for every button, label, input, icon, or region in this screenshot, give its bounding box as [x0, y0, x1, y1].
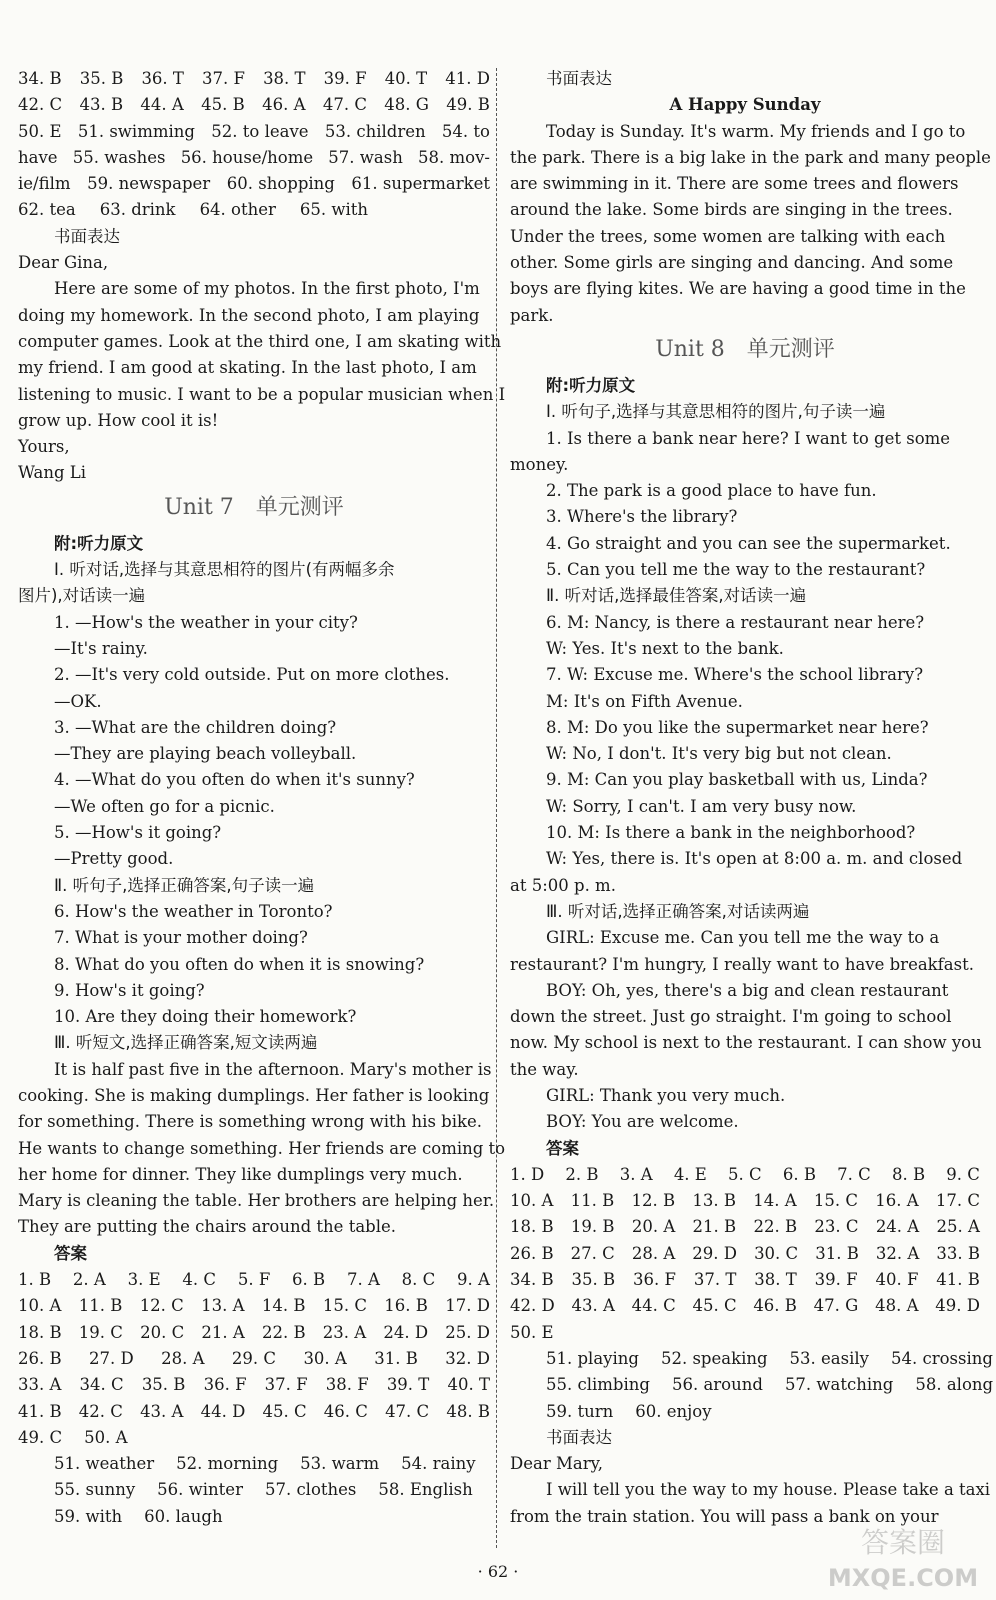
answer-item: 42. D — [510, 1296, 555, 1316]
answer-item: 4. E — [673, 1164, 707, 1184]
answer-item: 14. B — [261, 1296, 306, 1316]
unit7-answers-words — [18, 1451, 490, 1530]
answer-item: 12. B — [631, 1191, 676, 1211]
section-3-title: Ⅲ. 听短文,选择正确答案,短文读两遍 — [54, 1033, 318, 1053]
answer-item: 38. T — [263, 69, 306, 88]
answer-item: 51. playing — [546, 1348, 639, 1368]
text-line: I will tell you the way to my house. Please take a taxi — [546, 1480, 991, 1500]
answer-item: 59. newspaper — [87, 174, 211, 194]
answer-item: 47. C — [322, 95, 367, 115]
answer-row — [18, 1267, 490, 1293]
section-3-dialogue — [510, 925, 980, 1135]
answer-row — [510, 1320, 980, 1346]
writing-label: 书面表达 — [54, 226, 120, 246]
letter-body — [18, 276, 506, 434]
dialogue-line: 6. How's the weather in Toronto? — [54, 901, 333, 921]
answer-item: 36. T — [141, 69, 184, 88]
answer-item: 65. with — [299, 200, 369, 220]
answers-label: 答案 — [546, 1138, 579, 1158]
dialogue-line: down the street. Just go straight. I'm going to school — [510, 1007, 952, 1027]
answer-item: 30. A — [303, 1348, 347, 1368]
writing-label: 书面表达 — [546, 69, 612, 88]
watermark-line1: 答案圈 — [860, 1526, 946, 1559]
answer-item: 23. C — [814, 1217, 859, 1237]
unit8-heading — [510, 335, 980, 365]
answer-item: 18. B — [510, 1217, 554, 1237]
answer-item: 56. around — [671, 1375, 763, 1395]
dialogue-line: GIRL: Thank you very much. — [546, 1085, 786, 1105]
unit7-heading — [18, 493, 490, 523]
answer-item: 6. B — [292, 1270, 326, 1290]
answer-item: 42. C — [18, 95, 63, 115]
answer-item: 10. A — [18, 1296, 62, 1316]
letter-greeting: Dear Gina, — [18, 253, 109, 273]
answer-item: 59. with — [54, 1506, 123, 1526]
answer-item: 34. C — [79, 1375, 124, 1395]
answer-item: 27. C — [570, 1243, 615, 1263]
dialogue-line: W: Yes, there is. It's open at 8:00 a. m. and closed — [546, 849, 963, 869]
text-line: doing my homework. In the second photo, I am playing — [18, 305, 480, 325]
answer-item: 15. C — [322, 1296, 367, 1316]
sentence-line: 1. Is there a bank near here? I want to get some — [546, 428, 951, 448]
unit8-answers — [510, 1162, 980, 1346]
essay-title: A Happy Sunday — [669, 95, 821, 115]
answer-row — [18, 145, 490, 171]
answer-item: 57. watching — [784, 1375, 894, 1395]
answer-item: 20. A — [631, 1217, 676, 1237]
section-1-lines — [510, 426, 980, 584]
answer-row — [510, 1346, 993, 1372]
text-line: computer games. Look at the third one, I am skating with — [18, 331, 502, 351]
answer-item: 3. E — [127, 1270, 161, 1290]
answer-item: 57. clothes — [264, 1480, 357, 1500]
unit7-title: Unit 7 — [164, 494, 234, 520]
answer-item: 49. D — [935, 1296, 980, 1316]
answer-item: 22. B — [753, 1217, 798, 1237]
answer-item: 58. English — [378, 1480, 473, 1500]
answer-item: 58. mov- — [418, 147, 490, 167]
answer-row — [18, 1425, 490, 1451]
answer-item: 21. B — [692, 1217, 737, 1237]
page-number: · 62 · — [477, 1562, 519, 1581]
answer-item: 44. A — [140, 95, 184, 115]
answer-item: 9. C — [946, 1164, 980, 1184]
answer-item: 63. drink — [99, 200, 176, 220]
answer-item: 45. C — [262, 1401, 307, 1421]
dialogue-line: 8. M: Do you like the supermarket near here? — [546, 717, 929, 737]
answer-row — [510, 1267, 980, 1293]
answer-item: ie/film — [18, 174, 71, 194]
unit7-answers — [18, 1267, 490, 1451]
dialogue-line: 7. W: Excuse me. Where's the school library? — [546, 665, 924, 685]
answer-item: 26. B — [510, 1243, 554, 1263]
answer-item: have — [18, 147, 58, 167]
answer-item: 47. G — [813, 1296, 859, 1316]
answer-item: 23. A — [322, 1322, 367, 1342]
answer-item: 11. B — [78, 1296, 123, 1316]
answer-item: 57. wash — [328, 147, 403, 167]
answer-item: 40. T — [384, 69, 428, 88]
dialogue-line: 7. What is your mother doing? — [54, 928, 308, 948]
text-line: listening to music. I want to be a popular musician when I — [18, 384, 506, 404]
answer-item: 48. B — [446, 1401, 490, 1421]
answer-item: 49. C — [18, 1427, 63, 1447]
answer-item: 31. B — [374, 1348, 418, 1368]
answer-item: 50. E — [18, 121, 62, 141]
section-1-lines — [18, 610, 490, 873]
answer-item: 13. A — [201, 1296, 245, 1316]
dialogue-line: 2. —It's very cold outside. Put on more clothes. — [54, 665, 450, 685]
answer-item: 8. C — [401, 1270, 436, 1290]
dialogue-line: 9. M: Can you play basketball with us, Linda? — [546, 770, 928, 790]
answer-item: 41. D — [445, 69, 490, 88]
answer-item: 22. B — [261, 1322, 306, 1342]
dialogue-line: 4. —What do you often do when it's sunny? — [54, 770, 415, 790]
answer-item: 26. B — [18, 1348, 62, 1368]
text-line: other. Some girls are singing and dancing. And some — [510, 253, 954, 273]
answer-item: 45. B — [201, 95, 245, 115]
answer-item: 39. F — [323, 69, 367, 88]
dialogue-line: 3. —What are the children doing? — [54, 717, 337, 737]
answer-item: 40. F — [875, 1270, 919, 1290]
answer-row — [510, 1372, 994, 1398]
answer-item: 53. easily — [789, 1348, 869, 1368]
answer-item: 43. A — [140, 1401, 184, 1421]
answer-row — [18, 1504, 490, 1530]
answer-item: 52. speaking — [660, 1348, 768, 1368]
letter-closing: Yours, — [18, 437, 70, 457]
answer-item: 60. laugh — [144, 1506, 223, 1526]
text-line: the park. There is a big lake in the park and many people — [510, 147, 991, 167]
answer-item: 7. C — [837, 1164, 871, 1184]
answer-row — [510, 1214, 980, 1240]
text-line: Here are some of my photos. In the first photo, I'm — [54, 279, 480, 299]
answer-item: 21. A — [201, 1322, 245, 1342]
answer-item: 48. A — [875, 1296, 919, 1316]
text-line: for something. There is something wrong with his bike. — [18, 1112, 483, 1132]
answer-item: 53. warm — [300, 1454, 380, 1474]
answer-item: 46. B — [753, 1296, 797, 1316]
answer-item: 31. B — [815, 1243, 859, 1263]
section-1-title: Ⅰ. 听对话,选择与其意思相符的图片(有两幅多余 — [54, 560, 395, 580]
text-line: grow up. How cool it is! — [18, 410, 219, 430]
dialogue-line: —OK. — [54, 691, 102, 711]
answer-item: 37. T — [693, 1270, 737, 1290]
answer-item: 17. C — [935, 1191, 980, 1211]
dialogue-line: —It's rainy. — [54, 638, 148, 658]
answer-item: 60. enjoy — [635, 1401, 712, 1421]
answer-item: 52. to leave — [211, 121, 309, 141]
dialogue-line: 1. —How's the weather in your city? — [54, 612, 358, 632]
answer-item: 52. morning — [176, 1454, 279, 1474]
text-line: cooking. She is making dumplings. Her father is looking — [18, 1085, 490, 1105]
answer-item: 46. C — [323, 1401, 368, 1421]
dialogue-line: the way. — [510, 1059, 579, 1079]
letter-greeting: Dear Mary, — [510, 1454, 603, 1474]
unit8-title: Unit 8 — [655, 336, 725, 362]
sentence-line: 2. The park is a good place to have fun. — [546, 481, 877, 501]
answer-item: 32. A — [875, 1243, 920, 1263]
answer-item: 41. B — [18, 1401, 62, 1421]
answer-item: 36. F — [633, 1270, 676, 1290]
answer-item: 43. A — [571, 1296, 615, 1316]
answer-item: 2. B — [565, 1164, 599, 1184]
section-1-title-cont: 图片),对话读一遍 — [18, 586, 146, 606]
answer-row — [18, 119, 490, 145]
answer-item: 33. B — [936, 1243, 980, 1263]
answer-item: 33. A — [18, 1375, 62, 1395]
dialogue-line: 10. Are they doing their homework? — [54, 1007, 357, 1027]
section-1-title: Ⅰ. 听句子,选择与其意思相符的图片,句子读一遍 — [546, 402, 886, 422]
left-column — [18, 66, 506, 1530]
answer-item: 5. C — [728, 1164, 762, 1184]
answer-item: 19. C — [78, 1322, 123, 1342]
answer-item: 24. D — [383, 1322, 429, 1342]
answer-row — [510, 1162, 980, 1188]
dialogue-line: —Pretty good. — [54, 849, 174, 869]
answer-item: 29. D — [692, 1243, 738, 1263]
answer-item: 35. B — [571, 1270, 616, 1290]
dialogue-line: at 5:00 p. m. — [510, 875, 616, 895]
text-line: my friend. I am good at skating. In the last photo, I am — [18, 358, 477, 378]
section-2-lines — [18, 899, 490, 1030]
dialogue-line: BOY: You are welcome. — [546, 1112, 739, 1132]
dialogue-line: —They are playing beach volleyball. — [54, 744, 357, 764]
answer-row — [510, 1293, 980, 1319]
answer-item: 7. A — [346, 1270, 380, 1290]
answer-row — [18, 197, 490, 223]
answer-item: 44. D — [200, 1401, 246, 1421]
dialogue-line: 10. M: Is there a bank in the neighborhood? — [546, 823, 916, 843]
answer-item: 1. B — [18, 1270, 52, 1290]
answer-item: 55. climbing — [546, 1375, 650, 1395]
answer-item: 38. T — [754, 1270, 797, 1290]
answer-item: 13. B — [692, 1191, 736, 1211]
unit8-subtitle: 单元测评 — [746, 336, 835, 362]
right-column — [510, 66, 994, 1530]
answer-item: 56. winter — [157, 1480, 243, 1500]
answer-item: 36. F — [203, 1375, 247, 1395]
writing-label-2: 书面表达 — [546, 1427, 612, 1447]
answer-item: 40. T — [447, 1375, 490, 1395]
answer-item: 24. A — [875, 1217, 920, 1237]
answer-row — [18, 66, 490, 92]
dialogue-line: W: Sorry, I can't. I am very busy now. — [546, 796, 857, 816]
section-3-title: Ⅲ. 听对话,选择正确答案,对话读两遍 — [546, 901, 810, 921]
answer-item: 42. C — [78, 1401, 123, 1421]
dialogue-line: M: It's on Fifth Avenue. — [546, 691, 743, 711]
text-line: Under the trees, some women are talking with each — [510, 226, 946, 246]
section-2-title: Ⅱ. 听句子,选择正确答案,句子读一遍 — [54, 875, 315, 895]
answer-row — [18, 1399, 490, 1425]
answer-item: 30. C — [754, 1243, 799, 1263]
appendix-label: 附:听力原文 — [54, 533, 144, 553]
dialogue-line: W: Yes. It's next to the bank. — [546, 638, 784, 658]
answer-item: 61. supermarket — [351, 174, 490, 194]
text-line: around the lake. Some birds are singing in the trees. — [510, 200, 953, 220]
text-line: Mary is cleaning the table. Her brothers are helping her. — [18, 1191, 495, 1211]
answer-row — [18, 1346, 490, 1372]
answers-label: 答案 — [54, 1243, 87, 1263]
unit8-answers-words — [510, 1346, 994, 1425]
answer-row — [18, 171, 490, 197]
answer-item: 51. swimming — [77, 121, 195, 141]
answer-item: 60. shopping — [226, 174, 335, 194]
text-line: from the train station. You will pass a bank on your — [510, 1506, 939, 1526]
answer-item: 15. C — [813, 1191, 858, 1211]
answer-item: 16. A — [875, 1191, 919, 1211]
sentence-line: 3. Where's the library? — [546, 507, 738, 527]
answer-item: 28. A — [631, 1243, 676, 1263]
answer-item: 1. D — [510, 1164, 545, 1184]
section-2-title: Ⅱ. 听对话,选择最佳答案,对话读一遍 — [546, 586, 807, 606]
answer-item: 56. house/home — [180, 147, 314, 167]
answer-item: 11. B — [570, 1191, 615, 1211]
answer-item: 54. crossing — [890, 1348, 993, 1368]
answer-row — [18, 1293, 490, 1319]
answer-item: 53. children — [324, 121, 426, 141]
dialogue-line: restaurant? I'm hungry, I really want to have breakfast. — [510, 954, 974, 974]
answer-row — [510, 1188, 980, 1214]
answer-item: 35. B — [141, 1375, 186, 1395]
answer-item: 49. B — [446, 95, 490, 115]
text-line: He wants to change something. Her friends are coming to — [18, 1138, 506, 1158]
dialogue-line: 6. M: Nancy, is there a restaurant near here? — [546, 612, 925, 632]
answer-item: 29. C — [231, 1348, 277, 1368]
dialogue-line: —We often go for a picnic. — [54, 796, 275, 816]
answer-item: 3. A — [619, 1164, 653, 1184]
text-line: They are putting the chairs around the table. — [18, 1217, 397, 1237]
answer-item: 58. along — [915, 1375, 994, 1395]
section-2-lines — [510, 610, 980, 899]
answer-item: 43. B — [79, 95, 124, 115]
answer-item: 44. C — [631, 1296, 676, 1316]
watermark-logo — [818, 1518, 988, 1596]
answer-item: 47. C — [385, 1401, 430, 1421]
answer-item: 50. E — [510, 1322, 554, 1342]
dialogue-line: 5. —How's it going? — [54, 823, 222, 843]
dialogue-line: now. My school is next to the restaurant. I can show you — [510, 1033, 982, 1053]
answer-item: 10. A — [510, 1191, 554, 1211]
answer-item: 39. F — [814, 1270, 858, 1290]
answer-item: 51. weather — [54, 1454, 155, 1474]
text-line: her home for dinner. They like dumplings very much. — [18, 1164, 463, 1184]
sentence-line: 4. Go straight and you can see the supermarket. — [546, 533, 951, 553]
dialogue-line: W: No, I don't. It's very big but not clean. — [546, 744, 892, 764]
watermark-line2: MXQE.COM — [827, 1564, 979, 1592]
answer-row — [18, 1477, 490, 1503]
answer-item: 39. T — [386, 1375, 430, 1395]
answer-item: 55. washes — [72, 147, 166, 167]
essay-body — [510, 119, 991, 329]
answer-item: 4. C — [182, 1270, 217, 1290]
answer-item: 45. C — [692, 1296, 737, 1316]
answer-item: 12. C — [139, 1296, 184, 1316]
answer-item: 38. F — [325, 1375, 369, 1395]
answer-row — [18, 1320, 490, 1346]
answer-item: 5. F — [237, 1270, 271, 1290]
answer-item: 59. turn — [546, 1401, 614, 1421]
answer-item: 16. B — [384, 1296, 428, 1316]
answer-item: 37. F — [264, 1375, 308, 1395]
answer-item: 2. A — [72, 1270, 106, 1290]
answer-item: 9. A — [457, 1270, 490, 1290]
answer-item: 25. D — [445, 1322, 490, 1342]
answer-item: 6. B — [782, 1164, 816, 1184]
letter-signature: Wang Li — [18, 463, 87, 483]
unit7-subtitle: 单元测评 — [255, 494, 344, 520]
answer-item: 50. A — [84, 1427, 128, 1447]
sentence-line: 5. Can you tell me the way to the restaurant? — [546, 560, 926, 580]
answer-row — [18, 1451, 490, 1477]
dialogue-line: 9. How's it going? — [54, 980, 205, 1000]
answer-row — [510, 1241, 980, 1267]
answer-item: 8. B — [891, 1164, 926, 1184]
answer-item: 34. B — [510, 1270, 554, 1290]
section-3-passage — [18, 1057, 506, 1241]
answer-row — [18, 92, 490, 118]
answer-item: 55. sunny — [54, 1480, 136, 1500]
dialogue-line: GIRL: Excuse me. Can you tell me the way to a — [546, 928, 940, 948]
answer-item: 17. D — [445, 1296, 490, 1316]
column-divider — [496, 68, 497, 1548]
sentence-line: money. — [510, 454, 569, 474]
answer-item: 34. B — [18, 69, 62, 88]
dialogue-line: BOY: Oh, yes, there's a big and clean restaurant — [546, 980, 949, 1000]
appendix-label: 附:听力原文 — [546, 375, 636, 395]
answer-item: 54. rainy — [401, 1454, 476, 1474]
answer-item: 41. B — [936, 1270, 980, 1290]
answer-item: 54. to — [441, 121, 490, 141]
answer-item: 62. tea — [18, 200, 76, 220]
answer-item: 28. A — [161, 1348, 205, 1368]
text-line: park. — [510, 305, 554, 325]
text-line: It is half past five in the afternoon. Mary's mother is — [54, 1059, 492, 1079]
answer-row — [18, 1372, 490, 1398]
answer-item: 32. D — [445, 1348, 490, 1368]
answer-item: 64. other — [199, 200, 276, 220]
text-line: Today is Sunday. It's warm. My friends and I go to — [546, 121, 966, 141]
answer-item: 25. A — [936, 1217, 980, 1237]
answer-row — [510, 1399, 980, 1425]
answer-item: 27. D — [89, 1348, 134, 1368]
answer-item: 46. A — [262, 95, 306, 115]
answer-item: 19. B — [570, 1217, 615, 1237]
text-line: boys are flying kites. We are having a good time in the — [510, 279, 966, 299]
unit6-answers — [18, 66, 490, 224]
dialogue-line: 8. What do you often do when it is snowing? — [54, 954, 425, 974]
answer-item: 18. B — [18, 1322, 62, 1342]
answer-item: 35. B — [79, 69, 124, 88]
text-line: are swimming in it. There are some trees and flowers — [510, 174, 959, 194]
answer-item: 14. A — [753, 1191, 797, 1211]
answer-item: 48. G — [384, 95, 429, 115]
answer-item: 37. F — [202, 69, 245, 88]
answer-item: 20. C — [140, 1322, 185, 1342]
